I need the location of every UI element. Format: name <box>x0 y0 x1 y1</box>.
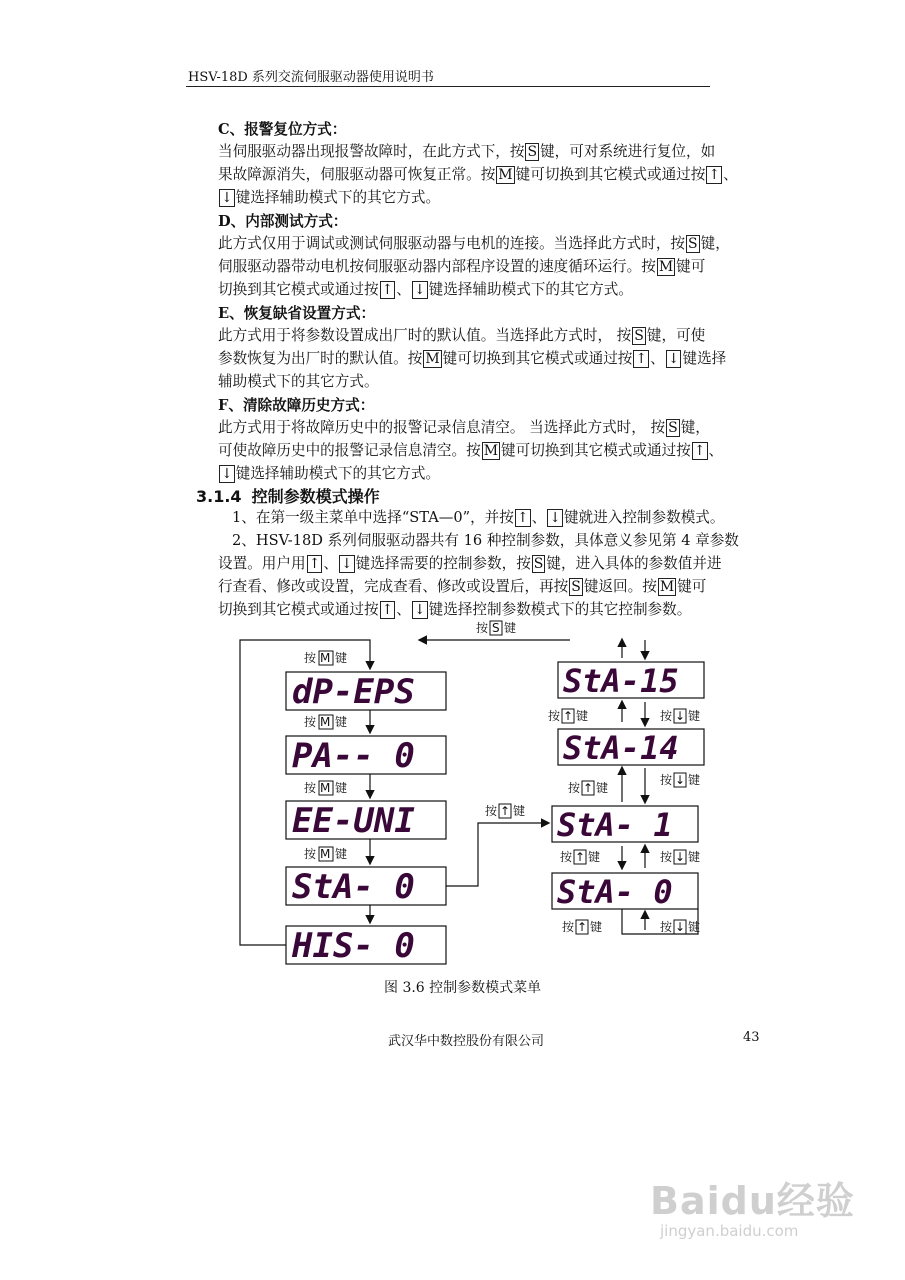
svg-text:按: 按 <box>304 651 317 665</box>
svg-text:键: 键 <box>335 847 348 861</box>
key-down: ↓ <box>221 190 233 206</box>
figure-caption: 图 3.6 控制参数模式菜单 <box>384 980 542 996</box>
key-down: ↓ <box>340 556 353 572</box>
label-press-down-bottom <box>660 919 700 934</box>
para-2-line3: 行查看、修改或设置，完成查看、修改或设置后，再按 S 键返回。按 M 键可 <box>218 578 707 595</box>
key-up: ↑ <box>635 351 648 367</box>
key-down: ↓ <box>413 282 426 298</box>
key-m: M <box>498 167 513 183</box>
section-c-line2: 果故障源消失，伺服驱动器可恢复正常。按 M 键可切换到其它模式或通过按 ↑ 、 <box>218 166 738 183</box>
key-s: S <box>527 144 538 160</box>
para-2-line2: 设置。用户用 ↑ 、 ↓ 键选择需要的控制参数，按 S 键，进入具体的参数值并进 <box>218 555 722 572</box>
svg-text:键: 键 <box>513 804 526 818</box>
key-down: ↓ <box>221 466 233 482</box>
key-s: S <box>533 556 544 572</box>
lcd-text-ee-uni: EE-UNI <box>292 801 415 841</box>
key-m: M <box>483 443 499 459</box>
key-up: ↑ <box>516 510 529 526</box>
svg-text:按: 按 <box>485 804 498 818</box>
svg-text:键: 键 <box>335 715 348 729</box>
key-up: ↑ <box>381 602 394 618</box>
section-f-line3: ↓ 键选择辅助模式下的其它方式。 <box>221 465 441 482</box>
label-press-m-2 <box>304 714 347 729</box>
key-up: ↑ <box>693 443 706 459</box>
key-up: ↑ <box>308 556 321 572</box>
label-press-m-3 <box>304 780 347 795</box>
svg-text:键: 键 <box>688 850 701 864</box>
svg-text:按: 按 <box>548 709 561 723</box>
lcd-text-sta-1: StA- 1 <box>557 806 673 844</box>
label-press-up-to-sta1 <box>485 803 525 818</box>
section-e-line2: 参数恢复为出厂时的默认值。按 M 键可切换到其它模式或通过按 ↑ 、 ↓ 键选择 <box>218 350 727 367</box>
svg-text:键: 键 <box>588 850 601 864</box>
key-s: S <box>571 579 581 595</box>
svg-text:↓: ↓ <box>675 850 686 864</box>
svg-text:按: 按 <box>304 715 317 729</box>
svg-text:按: 按 <box>560 850 573 864</box>
svg-text:键: 键 <box>335 651 348 665</box>
section-c-title: C、报警复位方式： <box>218 121 347 138</box>
footer-company: 武汉华中数控股份有限公司 <box>388 1034 545 1049</box>
lcd-text-sta-15: StA-15 <box>563 662 679 700</box>
lcd-text-sta-0-left: StA- 0 <box>292 867 415 907</box>
svg-text:S: S <box>492 621 500 635</box>
section-e-line1: 此方式用于将参数设置成出厂时的默认值。当选择此方式时， 按 S 键，可使 <box>218 327 706 344</box>
svg-text:键: 键 <box>335 781 348 795</box>
label-press-down-r3 <box>660 849 700 864</box>
label-press-down-r1 <box>660 708 700 723</box>
section-heading-3-1-4: 3.1.4 控制参数模式操作 <box>196 487 380 506</box>
label-press-m-1 <box>304 650 347 665</box>
svg-text:↑: ↑ <box>583 781 594 795</box>
para-2-line4: 切换到其它模式或通过按 ↑ 、 ↓ 键选择控制参数模式下的其它控制参数。 <box>218 601 692 618</box>
section-c-line3: ↓ 键选择辅助模式下的其它方式。 <box>221 189 441 206</box>
svg-text:M: M <box>320 651 331 665</box>
key-up: ↑ <box>381 282 394 298</box>
key-s: S <box>668 420 678 436</box>
section-f-line2: 可使故障历史中的报警记录信息清空。按 M 键可切换到其它模式或通过按 ↑ 、 <box>218 442 724 459</box>
svg-text:M: M <box>320 781 331 795</box>
para-2-line1: 2、HSV-18D 系列伺服驱动器共有 16 种控制参数，具体意义参见第 4 章参数 <box>232 532 739 549</box>
section-d-title: D、内部测试方式： <box>218 213 348 230</box>
svg-text:键: 键 <box>590 920 603 934</box>
svg-text:↓: ↓ <box>675 709 686 723</box>
key-down: ↓ <box>413 602 426 618</box>
watermark-brand: Baidu经验 <box>650 1179 855 1223</box>
svg-text:键: 键 <box>688 773 701 787</box>
svg-text:按: 按 <box>660 709 673 723</box>
section-d-line1: 此方式仅用于调试或测试伺服驱动器与电机的连接。当选择此方式时，按 S 键， <box>218 235 730 252</box>
svg-text:按: 按 <box>660 773 673 787</box>
label-press-up-bottom <box>562 919 602 934</box>
section-f-title: F、清除故障历史方式： <box>218 397 375 414</box>
svg-text:M: M <box>320 847 331 861</box>
svg-text:键: 键 <box>688 709 701 723</box>
svg-text:↑: ↑ <box>577 920 588 934</box>
svg-text:键: 键 <box>576 709 589 723</box>
svg-text:按: 按 <box>562 920 575 934</box>
svg-text:键: 键 <box>596 781 609 795</box>
lcd-text-pa: PA-- 0 <box>292 736 415 776</box>
label-press-s-top <box>476 620 516 635</box>
svg-text:键: 键 <box>504 621 517 635</box>
key-down: ↓ <box>549 510 561 526</box>
svg-text:↑: ↑ <box>575 850 586 864</box>
key-up: ↑ <box>708 167 721 183</box>
key-m: M <box>425 351 440 367</box>
page-number: 43 <box>743 1030 760 1045</box>
section-d-line2: 伺服驱动器带动电机按伺服驱动器内部程序设置的速度循环运行。按 M 键可 <box>218 258 706 275</box>
running-header: HSV-18D 系列交流伺服驱动器使用说明书 <box>188 70 434 85</box>
label-press-up-r1 <box>548 708 588 723</box>
svg-text:按: 按 <box>568 781 581 795</box>
section-c-line1: 当伺服驱动器出现报警故障时，在此方式下，按 S 键，可对系统进行复位，如 <box>218 143 716 160</box>
svg-text:键: 键 <box>688 920 701 934</box>
key-s: S <box>688 236 698 252</box>
label-press-up-r3 <box>560 849 600 864</box>
svg-text:按: 按 <box>476 621 489 635</box>
svg-text:↑: ↑ <box>500 804 511 818</box>
svg-text:按: 按 <box>660 920 673 934</box>
svg-text:按: 按 <box>660 850 673 864</box>
svg-text:按: 按 <box>304 847 317 861</box>
svg-text:M: M <box>320 715 331 729</box>
lcd-text-sta-14: StA-14 <box>563 729 679 767</box>
lcd-text-dp-eps: dP-EPS <box>292 672 415 712</box>
para-1: 1、在第一级主菜单中选择“STA—0”，并按 ↑ 、 ↓ 键就进入控制参数模式。 <box>232 509 725 526</box>
svg-text:按: 按 <box>304 781 317 795</box>
svg-text:↑: ↑ <box>563 709 574 723</box>
lcd-text-sta-0-right: StA- 0 <box>557 873 673 911</box>
key-s: S <box>634 328 644 344</box>
svg-text:↓: ↓ <box>675 920 686 934</box>
svg-text:↓: ↓ <box>675 773 686 787</box>
lcd-text-his: HIS- 0 <box>292 926 415 966</box>
section-f-line1: 此方式用于将故障历史中的报警记录信息清空。 当选择此方式时， 按 S 键， <box>218 419 710 436</box>
section-d-line3: 切换到其它模式或通过按 ↑ 、 ↓ 键选择辅助模式下的其它方式。 <box>218 281 633 298</box>
key-m: M <box>658 259 674 275</box>
label-press-m-4 <box>304 846 347 861</box>
key-down: ↓ <box>667 351 680 367</box>
key-m: M <box>659 579 675 595</box>
watermark-url: jingyan.baidu.com <box>660 1222 799 1240</box>
label-press-down-r2 <box>660 772 700 787</box>
section-e-title: E、恢复缺省设置方式： <box>218 305 376 322</box>
section-e-line3: 辅助模式下的其它方式。 <box>218 373 379 390</box>
label-press-up-r2 <box>568 780 608 795</box>
